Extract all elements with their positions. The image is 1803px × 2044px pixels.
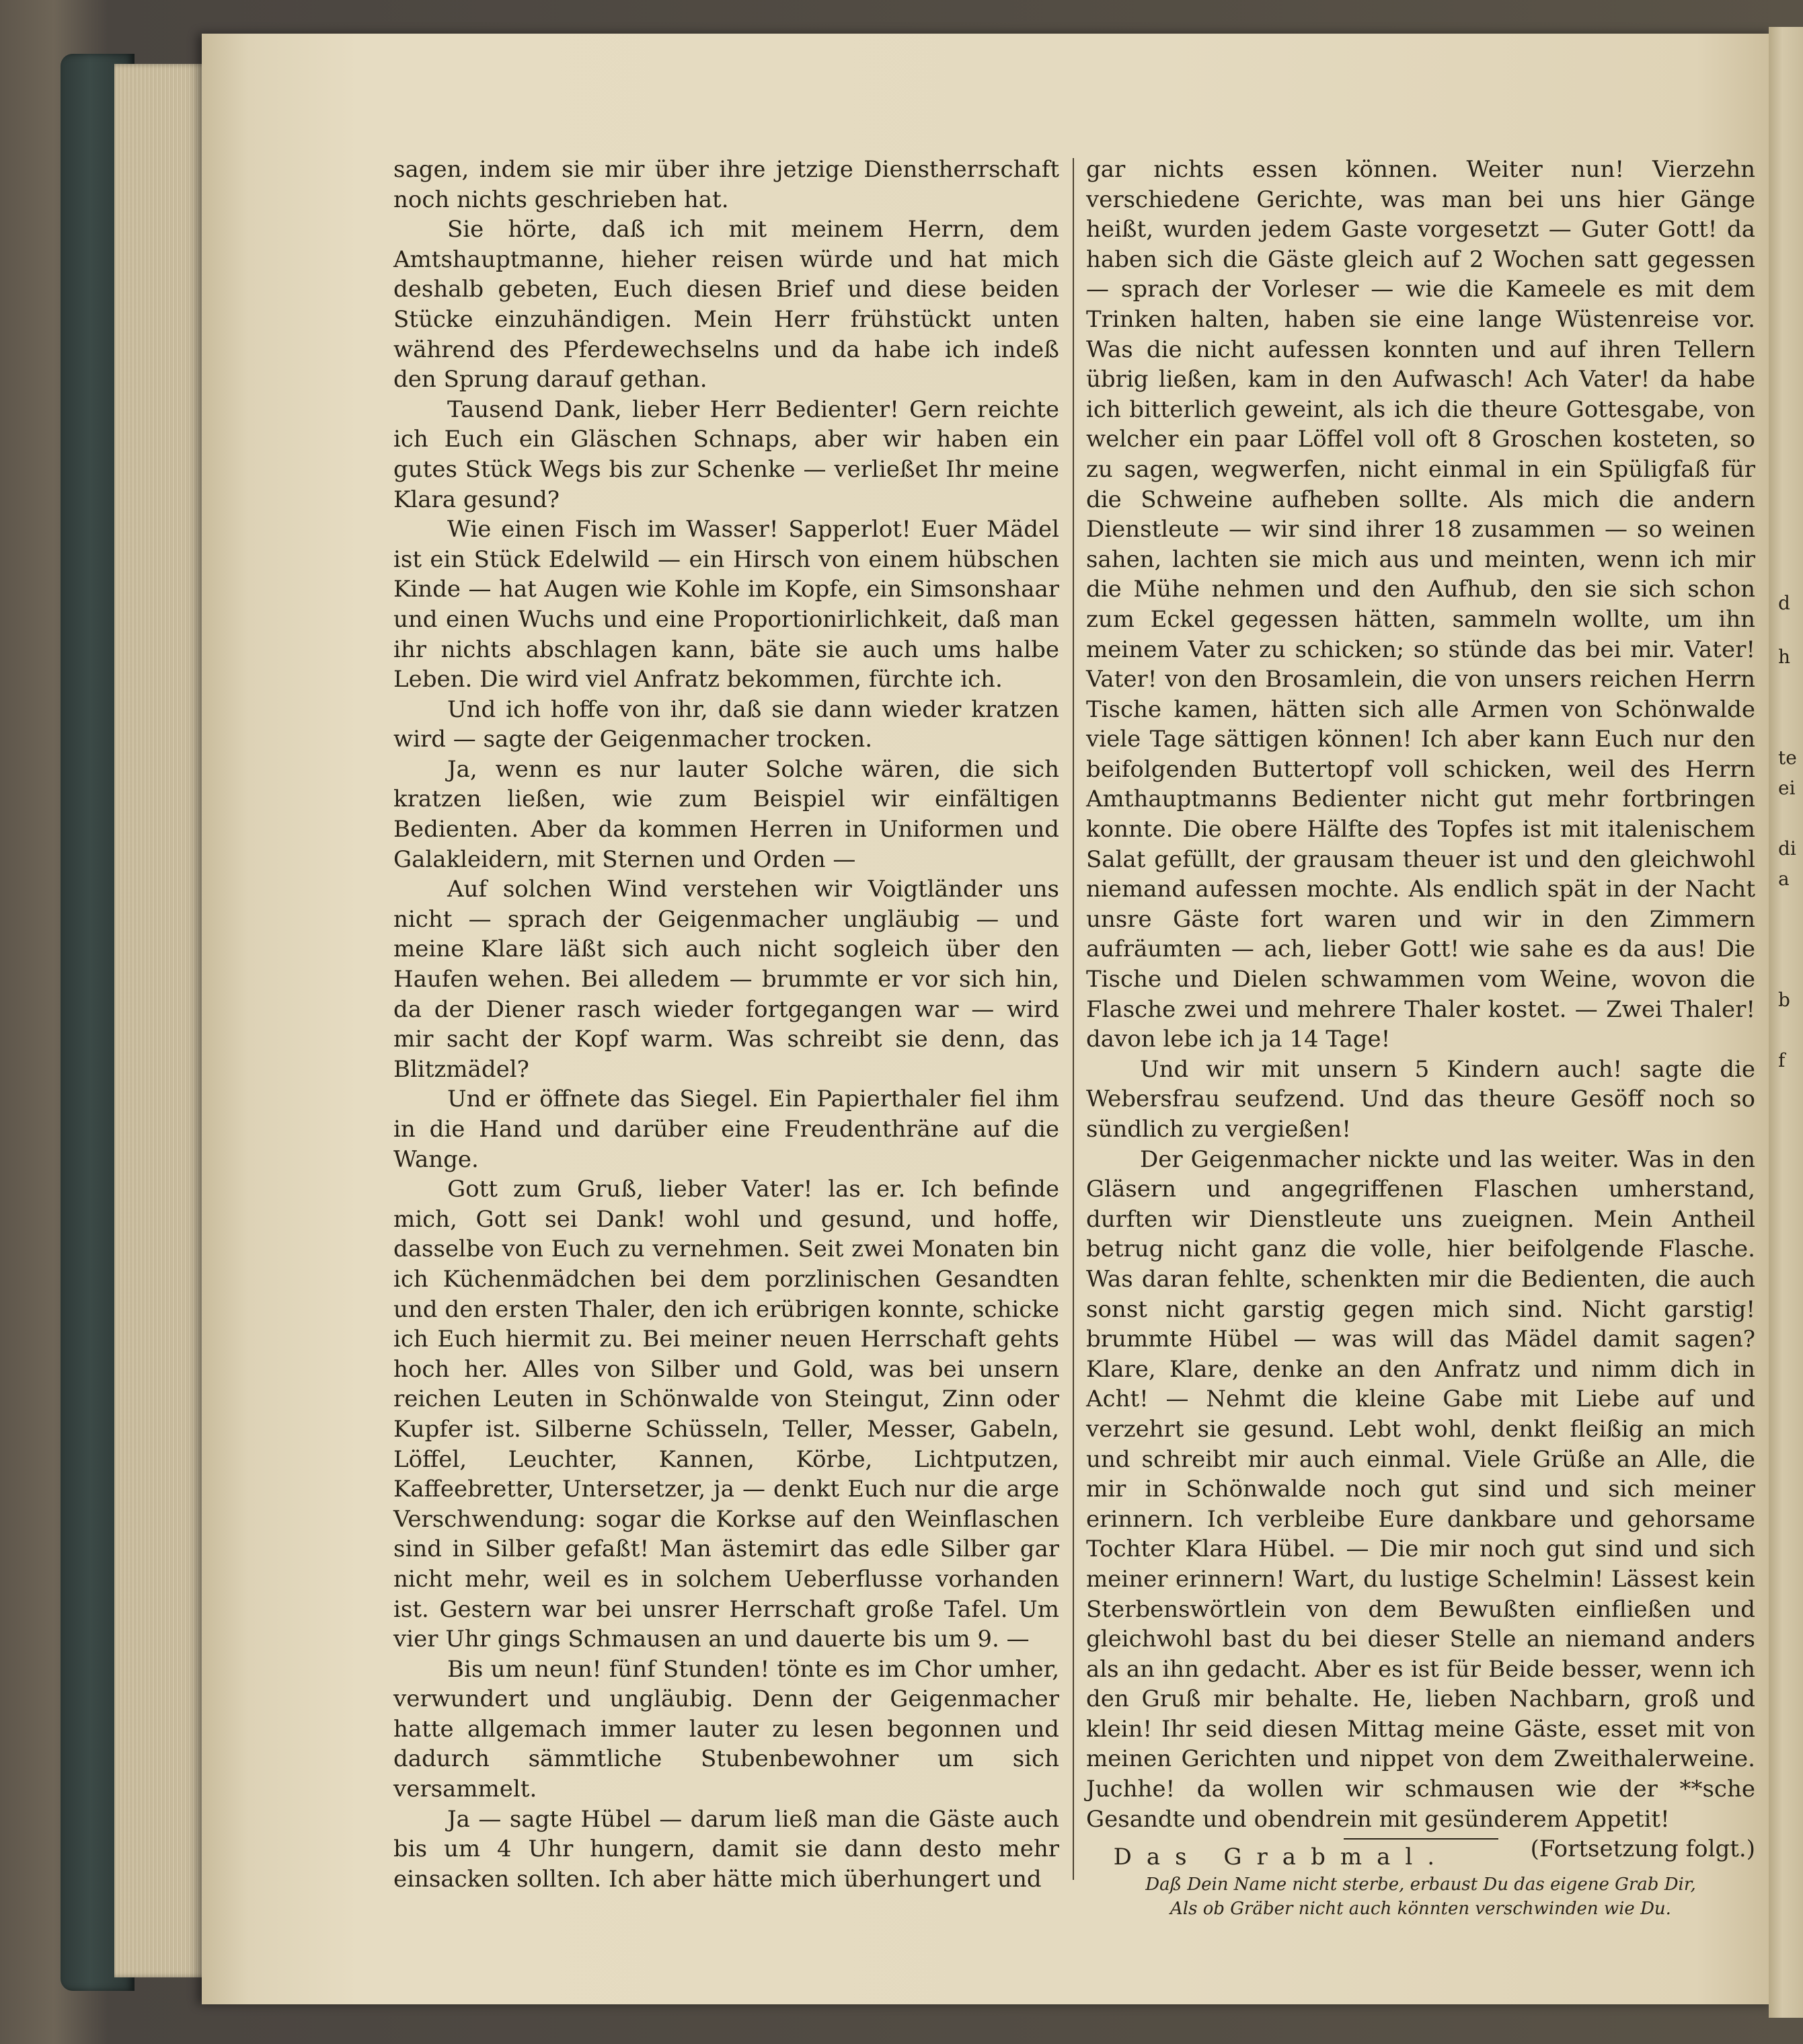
paragraph: Wie einen Fisch im Wasser! Sapperlot! Euer Mädel ist ein Stück Edelwild — ein Hirsch von einem hübschen Kinde — hat Augen wie Kohle im Kopfe, ein Simsonshaar und einen Wuchs und eine Proportionirlichkeit, daß man ihr nichts abschlagen kann, bäte sie auch ums halbe Leben. Die wird viel Anfratz bekommen, fürchte ich. xyxy=(393,516,1059,693)
paragraph: Und ich hoffe von ihr, daß sie dann wieder kratzen wird — sagte der Geigenmacher trocken. xyxy=(393,695,1059,753)
paragraph: sagen, indem sie mir über ihre jetzige Dienstherrschaft noch nichts geschrieben hat. xyxy=(393,156,1059,213)
column-divider xyxy=(1073,158,1074,1880)
paragraph: Und er öffnete das Siegel. Ein Papierthaler fiel ihm in die Hand und darüber eine Freudenthräne auf die Wange. xyxy=(393,1086,1059,1173)
paragraph: Auf solchen Wind verstehen wir Voigtländer uns nicht — sprach der Geigenmacher ungläubig — und meine Klare läßt sich auch nicht sogleich über den Haufen wehen. Bei alledem — brummte er vor sich hin, da der Diener rasch wieder fortgegangen war — wird mir sacht der Kopf warm. Was schreibt sie denn, das Blitzmädel? xyxy=(393,876,1059,1083)
paragraph: gar nichts essen können. Weiter nun! Vierzehn verschiedene Gerichte, was man bei uns hier Gänge heißt, wurden jedem Gaste vorgesetzt — Guter Gott! da haben sich die Gäste gleich auf 2 Wochen satt gegessen — sprach der Vorleser — wie die Kameele es mit dem Trinken halten, haben sie eine lange Wüstenreise vor. Was die nicht aufessen konnten und auf ihren Tellern übrig ließen, kam in den Aufwasch! Ach Vater! da habe ich bitterlich geweint, als ich die theure Gottesgabe, von welcher ein paar Löffel voll oft 8 Groschen kosteten, so zu sagen, wegwerfen, nicht einmal in ein Spüligfaß für die Schweine aufheben sollte. Als mich die andern Dienstleute — wir sind ihrer 18 zusammen — so weinen sahen, lachten sie mich aus und meinten, wenn ich mir die Mühe nehmen und den Aufhub, den sie sich schon zum Eckel gegessen hätten, sammeln wollte, um ihn meinem Vater zu schicken; so stünde das bei mir. Vater! Vater! von den Brosamlein, die von unsers reichen Herrn Tische kamen, hätten sich alle Armen von Schönwalde viele Tage sättigen können! Ich aber kann Euch nur den beifolgenden Buttertopf voll schicken, weil des Herrn Amthauptmanns Bedienter nicht gut mehr fortbringen konnte. Die obere Hälfte des Topfes ist mit italenischem Salat gefüllt, der grausam theuer ist und den gleichwohl niemand aufessen mochte. Als endlich spät in der Nacht unsre Gäste fort waren und wir in den Zimmern aufräumten — ach, lieber Gott! wie sahe es da aus! Die Tische und Dielen schwammen vom Weine, wovon die Flasche zwei und mehrere Thaler kostet. — Zwei Thaler! davon lebe ich ja 14 Tage! xyxy=(1086,156,1755,1053)
next-page-fragment: b xyxy=(1778,989,1790,1011)
next-page-edge xyxy=(1769,27,1803,2018)
paragraph: Gott zum Gruß, lieber Vater! las er. Ich befinde mich, Gott sei Dank! wohl und gesund, und hoffe, dasselbe von Euch zu vernehmen. Seit zwei Monaten bin ich Küchenmädchen bei dem porzlinischen Gesandten und den ersten Thaler, den ich erübrigen konnte, schicke ich Euch hiermit zu. Bei meiner neuen Herrschaft gehts hoch her. Alles von Silber und Gold, was bei unsern reichen Leuten in Schönwalde von Steingut, Zinn oder Kupfer ist. Silberne Schüsseln, Teller, Messer, Gabeln, Löffel, Leuchter, Kannen, Körbe, Lichtputzen, Kaffeebretter, Untersetzer, ja — denkt Euch nur die arge Verschwendung: sogar die Korkse auf den Weinflaschen sind in Silber gefaßt! Man ästemirt das edle Silber gar nicht mehr, weil es in solchem Ueberflusse vorhanden ist. Gestern war bei unsrer Herrschaft große Tafel. Um vier Uhr gings Schmausen an und dauerte bis um 9. — xyxy=(393,1176,1059,1653)
next-page-fragment: f xyxy=(1778,1049,1786,1071)
paragraph: Ja — sagte Hübel — darum ließ man die Gäste auch bis um 4 Uhr hungern, damit sie dann desto mehr einsacken sollten. Ich aber hätte mich überhungert und xyxy=(393,1805,1059,1893)
paragraph: Sie hörte, daß ich mit meinem Herrn, dem Amtshauptmanne, hieher reisen würde und hat mich deshalb gebeten, Euch diesen Brief und diese beiden Stücke einzuhändigen. Mein Herr frühstückt unten während des Pferdewechselns und da habe ich indeß den Sprung darauf gethan. xyxy=(393,216,1059,393)
next-page-fragment: a xyxy=(1778,868,1790,890)
next-page-fragment: di xyxy=(1778,837,1796,860)
next-page-fragment: d xyxy=(1778,592,1790,614)
section-divider xyxy=(1344,1838,1498,1840)
section-title: Das Grabmal. xyxy=(1113,1844,1450,1871)
continued-note: (Fortsetzung folgt.) xyxy=(1530,1835,1755,1863)
next-page-fragment: te xyxy=(1778,747,1797,769)
paragraph: Bis um neun! fünf Stunden! tönte es im Chor umher, verwundert und ungläubig. Denn der Geigenmacher hatte allgemach immer lauter zu lesen begonnen und dadurch sämmtliche Stubenbewohner um sich versammelt. xyxy=(393,1655,1059,1803)
next-page-fragment: ei xyxy=(1778,777,1796,799)
paragraph: Tausend Dank, lieber Herr Bedienter! Gern reichte ich Euch ein Gläschen Schnaps, aber wir haben ein gutes Stück Wegs bis zur Schenke — verließet Ihr meine Klara gesund? xyxy=(393,395,1059,513)
epigraph-line: Als ob Gräber nicht auch könnten verschwinden wie Du. xyxy=(1170,1898,1671,1919)
page-edges xyxy=(114,64,208,1977)
left-text-column xyxy=(393,155,1059,1894)
next-page-fragment: h xyxy=(1778,646,1791,668)
right-text-column xyxy=(1086,155,1755,1921)
paragraph: Und wir mit unsern 5 Kindern auch! sagte die Webersfrau seufzend. Und das theure Gesöff noch so sündlich zu vergießen! xyxy=(1086,1055,1755,1143)
paragraph-text: Der Geigenmacher nickte und las weiter. Was in den Gläsern und angegriffenen Flaschen umherstand, durften wir Dienstleute uns zueignen. Mein Antheil betrug nicht ganz die volle, hier beifolgende Flasche. Was daran fehlte, schenkten mir die Bedienten, die auch sonst nicht garstig gegen mich sind. Nicht garstig! brummte Hübel — was will das Mädel damit sagen? Klare, Klare, denke an den Anfratz und nimm dich in Acht! — Nehmt die kleine Gabe mit Liebe auf und verzehrt sie gesund. Lebt wohl, denkt fleißig an mich und schreibt mir auch einmal. Viele Grüße an Alle, die mir in Schönwalde noch gut sind und sich meiner erinnern. Ich verbleibe Eure dankbare und gehorsame Tochter Klara Hübel. — Die mir noch gut sind und sich meiner erinnern! Wart, du lustige Schelmin! Lässest kein Sterbenswörtlein von dem Bewußten einfließen und gleichwohl bast du bei dieser Stelle an niemand anders als an ihn gedacht. Aber es ist für Beide besser, wenn ich den Gruß mir behalte. He, lieben Nachbarn, groß und klein! Ihr seid diesen Mittag meine Gäste, esset mit von meinen Gerichten und nippet von dem Zweithalerweine. Juchhe! da wollen wir schmausen wie der **sche Gesandte und obendrein mit gesünderem Appetit! xyxy=(1086,1145,1755,1833)
paragraph: Ja, wenn es nur lauter Solche wären, die sich kratzen ließen, wie zum Beispiel wir einfältigen Bedienten. Aber da kommen Herren in Uniformen und Galakleidern, mit Sternen und Orden — xyxy=(393,755,1059,873)
epigraph-line: Daß Dein Name nicht sterbe, erbaust Du das eigene Grab Dir, xyxy=(1145,1874,1696,1895)
